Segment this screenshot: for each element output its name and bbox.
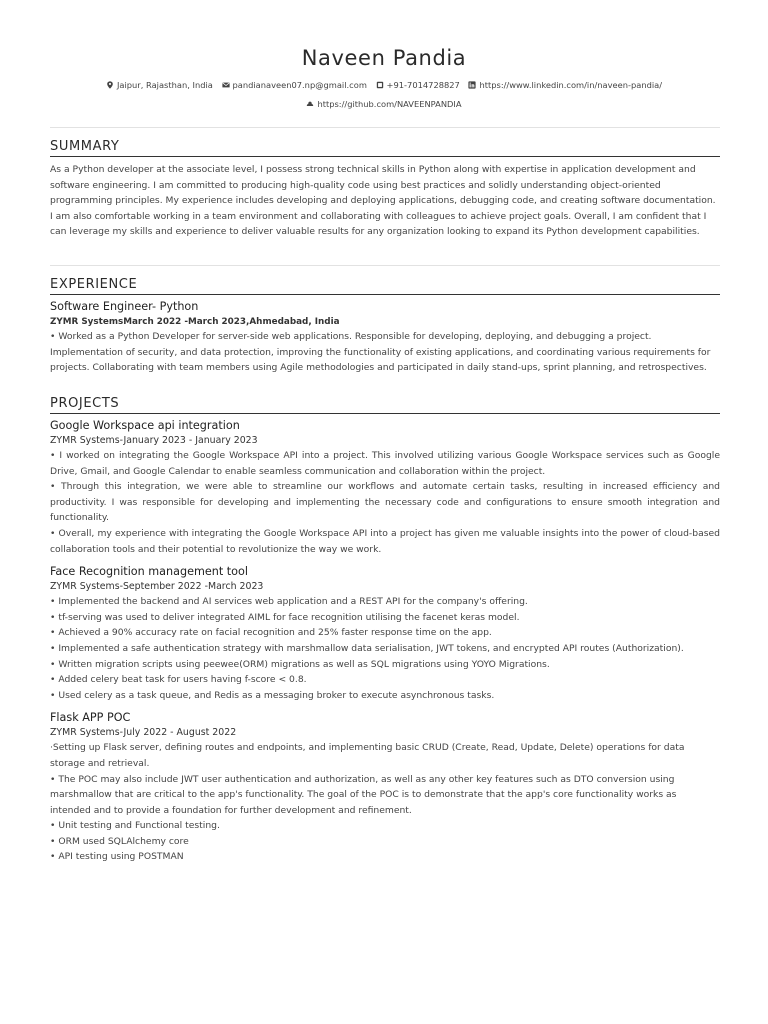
project-bullet: • Used celery as a task queue, and Redis as a messaging broker to execute asynchronous tasks. bbox=[50, 689, 495, 701]
project-bullet: • I worked on integrating the Google Workspace API into a project. This involved utilizing various Google Workspace services such as Google Drive, Gmail, and Google Calendar to enable seamless communication and collaboration within the project. bbox=[50, 450, 720, 477]
project-bullet: • Through this integration, we were able to streamline our workflows and automate certain tasks, resulting in increased efficiency and productivity. I was responsible for developing and implementing the necessary code and configurations to ensure smooth integration and functionality. bbox=[50, 481, 720, 524]
project-bullet: • Written migration scripts using peewee(ORM) migrations as well as SQL migrations using YOYO Migrations. bbox=[50, 658, 550, 670]
contact-row-2 bbox=[0, 99, 768, 109]
experience-section bbox=[50, 276, 720, 376]
project-bullet: ·Setting up Flask server, defining routes and endpoints, and implementing basic CRUD (Create, Read, Update, Delete) operations for data storage and retrieval. bbox=[50, 742, 685, 769]
project-bullet: • Achieved a 90% accuracy rate on facial recognition and 25% faster response time on the app. bbox=[50, 627, 492, 639]
envelope-icon bbox=[222, 81, 230, 89]
linkedin-item[interactable] bbox=[468, 80, 662, 90]
project-bullets bbox=[50, 594, 720, 703]
project-bullet: • API testing using POSTMAN bbox=[50, 851, 184, 863]
project-bullet: • Unit testing and Functional testing. bbox=[50, 820, 220, 832]
project-meta: ZYMR Systems-July 2022 - August 2022 bbox=[50, 727, 237, 739]
email-link[interactable]: pandianaveen07.np@gmail.com bbox=[232, 80, 367, 90]
github-link[interactable]: https://github.com/NAVEENPANDIA bbox=[317, 99, 462, 109]
projects-heading: PROJECTS bbox=[50, 395, 720, 414]
github-item[interactable] bbox=[306, 99, 461, 109]
project-name: Face Recognition management tool bbox=[50, 565, 248, 579]
location-pin-icon bbox=[106, 81, 114, 89]
email-item[interactable] bbox=[222, 80, 367, 90]
experience-description: • Worked as a Python Developer for server-side web applications. Responsible for developing, deploying, and debugging a project. Implementation of security, and data protection, improving the functionality of existing applications, and coordinating various requirements for projects. Collaborating with team members using Agile methodologies and participated in daily stand-ups, sprint planning, and retrospectives. bbox=[50, 331, 711, 374]
project-item bbox=[50, 418, 720, 557]
phone-text[interactable]: +91-7014728827 bbox=[386, 80, 460, 90]
phone-item[interactable] bbox=[376, 80, 460, 90]
project-meta: ZYMR Systems-September 2022 -March 2023 bbox=[50, 581, 264, 593]
project-bullet: • tf-serving was used to deliver integrated AIML for face recognition utilising the facenet keras model. bbox=[50, 611, 520, 623]
project-bullets bbox=[50, 740, 720, 865]
project-bullet: • Implemented the backend and AI services web application and a REST API for the company's offering. bbox=[50, 596, 528, 608]
project-name: Flask APP POC bbox=[50, 711, 131, 725]
linkedin-link[interactable]: https://www.linkedin.com/in/naveen-pandia/ bbox=[479, 80, 663, 90]
experience-role: Software Engineer- Python bbox=[50, 300, 199, 313]
project-bullet: • Overall, my experience with integrating the Google Workspace API into a project has given me valuable insights into the power of cloud-based collaboration tools and their potential to revolutionize the way we work. bbox=[50, 527, 720, 555]
project-bullets bbox=[50, 448, 720, 557]
divider bbox=[50, 127, 720, 128]
project-bullet: • ORM used SQLAlchemy core bbox=[50, 835, 189, 847]
linkedin-icon bbox=[468, 81, 476, 89]
project-meta: ZYMR Systems-January 2023 - January 2023 bbox=[50, 435, 258, 446]
github-icon bbox=[306, 100, 314, 108]
location-item bbox=[106, 80, 213, 90]
project-item bbox=[50, 710, 720, 865]
project-bullet: • Implemented a safe authentication strategy with marshmallow data serialisation, JWT tokens, and encrypted API routes (Authorization). bbox=[50, 642, 684, 654]
project-bullet: • Added celery beat task for users having f-score < 0.8. bbox=[50, 674, 307, 686]
summary-text: As a Python developer at the associate level, I possess strong technical skills in Python along with expertise in application development and software engineering. I am committed to producing high-quality code using best practices and solidly understanding object-oriented programming principles. My experience includes developing and deploying applications, debugging code, and creating software documentation. I am also comfortable working in a team environment and collaborating with colleagues to achieve project goals. Overall, I am confident that I can leverage my skills and experience to deliver valuable results for any organization looking to expand its Python development capabilities. bbox=[50, 164, 716, 238]
summary-heading: SUMMARY bbox=[50, 138, 720, 157]
project-name: Google Workspace api integration bbox=[50, 419, 240, 432]
experience-heading: EXPERIENCE bbox=[50, 276, 720, 295]
phone-icon bbox=[376, 81, 384, 89]
projects-section bbox=[50, 395, 720, 865]
summary-section bbox=[50, 138, 720, 240]
project-bullet: • The POC may also include JWT user authentication and authorization, as well as any other key features such as DTO conversion using marshmallow that are critical to the app's functionality. The goal of the POC is to demonstrate that the app's core functionality works as intended and to provide a foundation for further development and refinement. bbox=[50, 773, 677, 816]
location-text: Jaipur, Rajasthan, India bbox=[116, 80, 213, 90]
divider bbox=[50, 265, 720, 266]
contact-row bbox=[0, 80, 768, 90]
experience-meta: ZYMR SystemsMarch 2022 -March 2023,Ahmedabad, India bbox=[50, 317, 340, 327]
project-item bbox=[50, 564, 720, 703]
candidate-name: Naveen Pandia bbox=[301, 46, 467, 70]
